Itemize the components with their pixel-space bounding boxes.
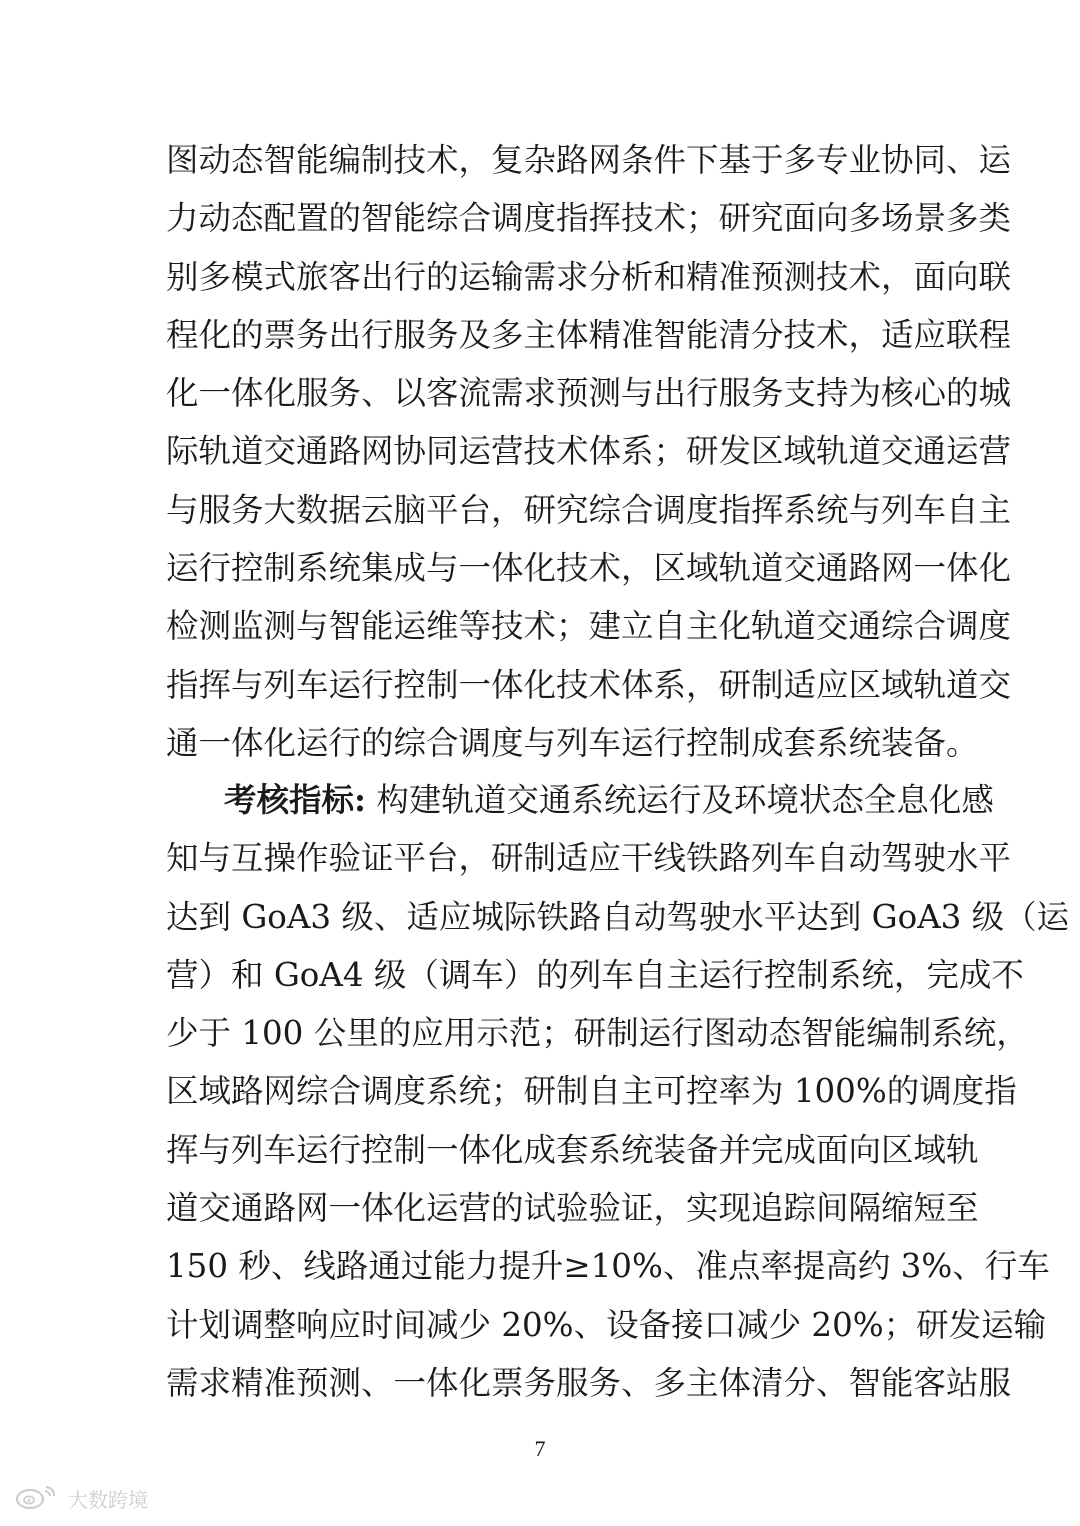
text-line: 知与互操作验证平台，研制适应干线铁路列车自动驾驶水平 bbox=[166, 839, 1012, 878]
watermark bbox=[14, 1481, 148, 1515]
text-line: 指挥与列车运行控制一体化技术体系，研制适应区域轨道交 bbox=[166, 665, 1012, 704]
paragraph-technical-content bbox=[166, 131, 1012, 772]
text-line: 运行控制系统集成与一体化技术，区域轨道交通路网一体化 bbox=[166, 549, 1012, 588]
text-line: 际轨道交通路网协同运营技术体系；研发区域轨道交通运营 bbox=[166, 432, 1012, 471]
text-line: 道交通路网一体化运营的试验验证，实现追踪间隔缩短至 bbox=[166, 1189, 979, 1228]
text-line: 化一体化服务、以客流需求预测与出行服务支持为核心的城 bbox=[166, 374, 1012, 413]
weibo-logo-icon bbox=[14, 1481, 64, 1516]
text-line: 150 秒、线路通过能力提升≥10%、准点率提高约 3%、行车 bbox=[166, 1247, 1050, 1286]
text-line: 与服务大数据云脑平台，研究综合调度指挥系统与列车自主 bbox=[166, 490, 1012, 529]
text-line: 计划调整响应时间减少 20%、设备接口减少 20%；研发运输 bbox=[166, 1305, 1047, 1344]
text-line: 别多模式旅客出行的运输需求分析和精准预测技术，面向联 bbox=[166, 257, 1012, 296]
text-line: 少于 100 公里的应用示范；研制运行图动态智能编制系统， bbox=[166, 1014, 1029, 1053]
text-line: 营）和 GoA4 级（调车）的列车自主运行控制系统，完成不 bbox=[166, 955, 1024, 994]
text-line: 程化的票务出行服务及多主体精准智能清分技术，适应联程 bbox=[166, 315, 1012, 354]
text-line: 检测监测与智能运维等技术；建立自主化轨道交通综合调度 bbox=[166, 607, 1012, 646]
text-line-rest: 构建轨道交通系统运行及环境状态全息化感 bbox=[376, 781, 994, 819]
paragraph-assessment-indicators bbox=[166, 771, 1070, 1412]
text-line: 通一体化运行的综合调度与列车运行控制成套系统装备。 bbox=[166, 723, 979, 762]
text-line: 力动态配置的智能综合调度指挥技术；研究面向多场景多类 bbox=[166, 199, 1012, 238]
text-line-first bbox=[166, 771, 994, 829]
text-line: 区域路网综合调度系统；研制自主可控率为 100%的调度指 bbox=[166, 1072, 1017, 1111]
text-line: 图动态智能编制技术，复杂路网条件下基于多专业协同、运 bbox=[166, 141, 1012, 179]
text-line: 需求精准预测、一体化票务服务、多主体清分、智能客站服 bbox=[166, 1363, 1012, 1402]
section-heading: 考核指标: bbox=[224, 780, 366, 819]
text-line: 达到 GoA3 级、适应城际铁路自动驾驶水平达到 GoA3 级（运 bbox=[166, 897, 1070, 936]
text-line: 挥与列车运行控制一体化成套系统装备并完成面向区域轨 bbox=[166, 1130, 979, 1169]
page-number: 7 bbox=[534, 1436, 546, 1461]
watermark-text: 大数跨境 bbox=[68, 1487, 148, 1512]
